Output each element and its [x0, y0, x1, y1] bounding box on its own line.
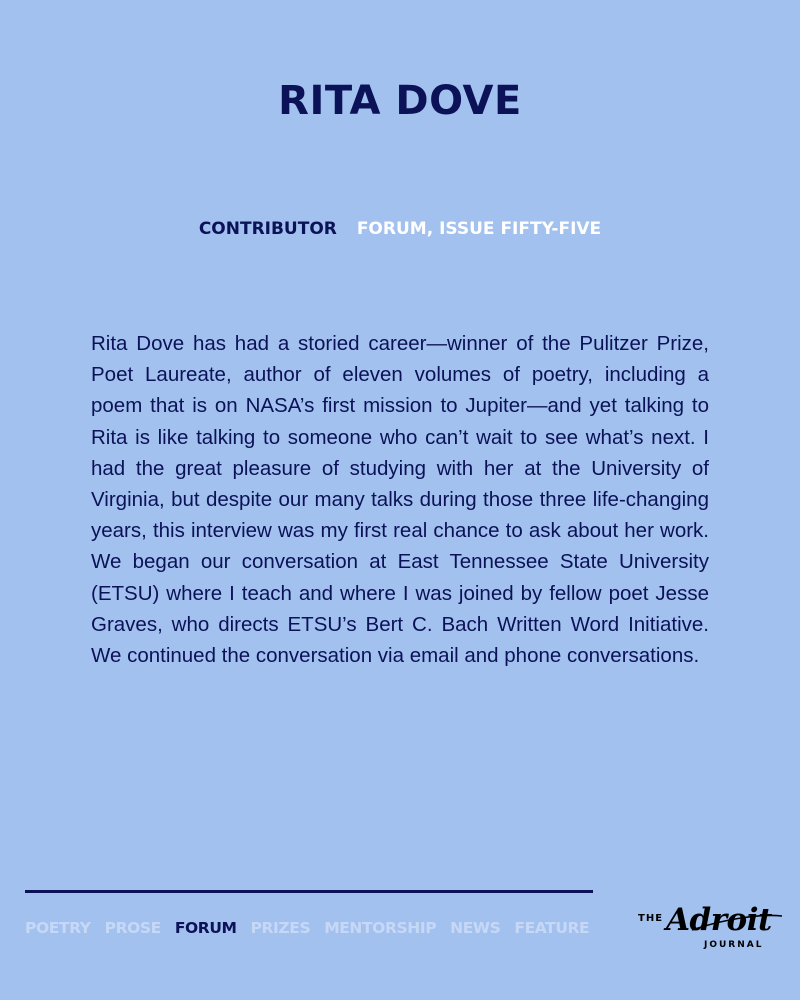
logo-wordmark: Adroit: [666, 902, 772, 938]
contributor-label: CONTRIBUTOR: [198, 219, 337, 239]
nav-item-prizes[interactable]: PRIZES: [250, 919, 311, 937]
footer-nav: [25, 919, 589, 937]
contributor-meta: [0, 219, 800, 239]
nav-item-feature[interactable]: FEATURE: [514, 919, 590, 937]
footer-divider: [25, 890, 593, 893]
page-title: RITA DOVE: [278, 78, 522, 124]
logo-journal: JOURNAL: [704, 940, 764, 950]
issue-link[interactable]: FORUM, ISSUE FIFTY-FIVE: [356, 219, 602, 239]
nav-item-forum[interactable]: FORUM: [174, 919, 237, 937]
contributor-bio: Rita Dove has had a storied career—winner of the Pulitzer Prize, Poet Laureate, author of eleven volumes of poetry, including a poem that is on NASA’s first mission to Jupiter—and yet talking to Rita is like talking to someone who can’t wait to see what’s next. I had the great pleasure of studying with her at the University of Virginia, but despite our many talks during those three life-changing years, this interview was my first real chance to ask about her work. We began our conversation at East Tennessee State University (ETSU) where I teach and where I was joined by fellow poet Jesse Graves, who directs ETSU’s Bert C. Bach Written Word Initiative. We continued the conversation via email and phone conversations.: [91, 332, 709, 668]
adroit-journal-logo[interactable]: [632, 900, 782, 960]
nav-item-prose[interactable]: PROSE: [104, 919, 161, 937]
nav-item-poetry[interactable]: POETRY: [25, 919, 91, 937]
nav-item-news[interactable]: NEWS: [450, 919, 501, 937]
logo-the: THE: [638, 913, 664, 924]
nav-item-mentorship[interactable]: MENTORSHIP: [324, 919, 437, 937]
